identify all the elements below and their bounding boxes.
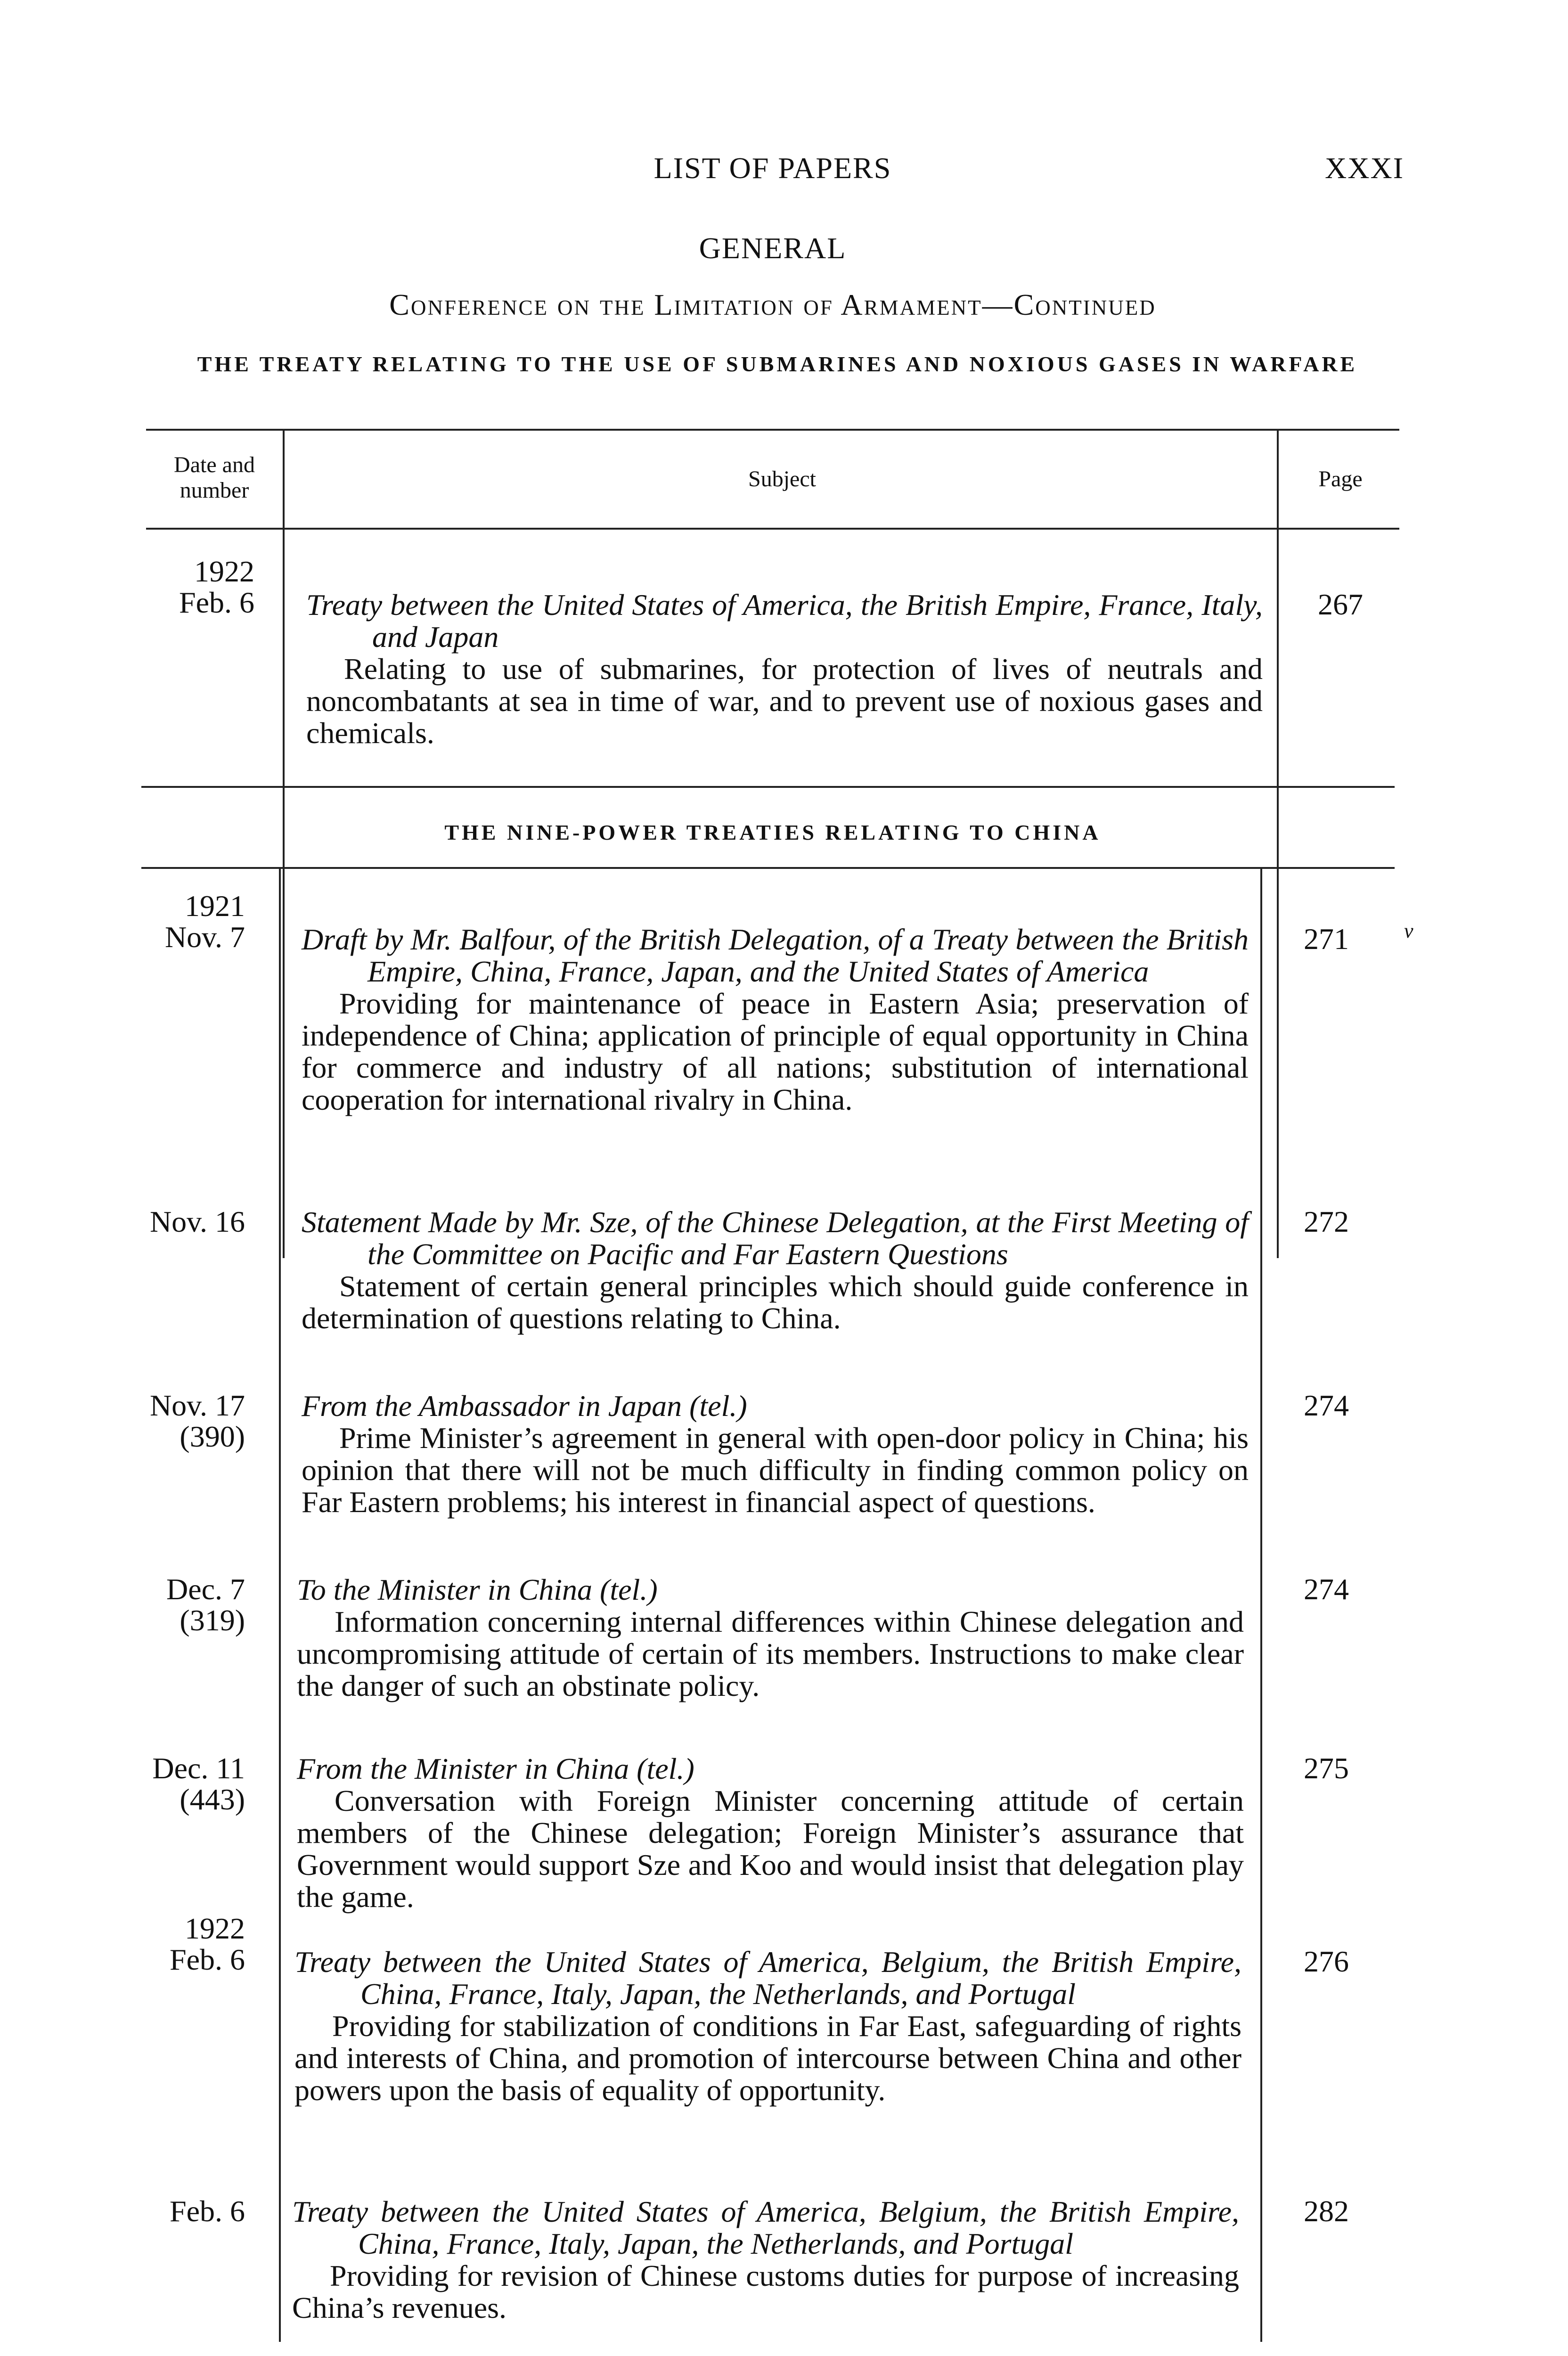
entry-date: Nov. 17 (390) xyxy=(149,1389,245,1453)
entry-description: Providing for maintenance of peace in Eastern Asia; preservation of independence of China; application of principle of equal opportunity in China for commerce and industry of all nations; substitution of international cooperation for international rivalry in China. xyxy=(302,987,1249,1116)
entry-title: Statement Made by Mr. Sze, of the Chinese Delegation, at the First Meeting of the Committee on Pacific and Far Eastern Questions xyxy=(302,1205,1249,1271)
column-header-date: Date and number xyxy=(174,452,255,503)
entry-page: 274 xyxy=(1304,1389,1349,1422)
subsection-heading: Conference on the Limitation of Armament—Continued xyxy=(389,288,1156,321)
entry-date: Dec. 11 (443) xyxy=(152,1751,245,1816)
entry-date: 1922 Feb. 6 xyxy=(179,555,254,619)
table2-divider-right xyxy=(1260,867,1262,2342)
entry-subject xyxy=(306,589,1263,749)
table2-divider-left xyxy=(279,867,281,2342)
entry-subject xyxy=(292,2196,1239,2324)
entry-date: Nov. 16 xyxy=(149,1205,245,1238)
entry-date: 1921 Nov. 7 xyxy=(164,889,245,954)
entry-title: Draft by Mr. Balfour, of the British Delegation, of a Treaty between the British Empire, China, France, Japan, and the United States of America xyxy=(302,923,1249,988)
entry-description: Conversation with Foreign Minister concerning attitude of certain members of the Chinese delegation; Foreign Minister’s assurance that Government would support Sze and Koo and would insist that delegation play the game. xyxy=(297,1784,1244,1914)
table1-bottom-rule xyxy=(141,786,1395,788)
entry-title: Treaty between the United States of America, Belgium, the British Empire, China, France, Italy, Japan, the Netherlands, and Portugal xyxy=(292,2195,1239,2260)
running-title: LIST OF PAPERS xyxy=(653,151,892,185)
margin-check-mark: v xyxy=(1404,919,1413,942)
table2-top-rule xyxy=(141,867,1395,869)
entry-title: From the Ambassador in Japan (tel.) xyxy=(302,1389,747,1423)
entry-description: Providing for revision of Chinese customs duties for purpose of increasing China’s revenues. xyxy=(292,2259,1239,2324)
entry-title: Treaty between the United States of America, Belgium, the British Empire, China, France, Italy, Japan, the Netherlands, and Portugal xyxy=(294,1945,1241,2011)
entry-title: From the Minister in China (tel.) xyxy=(297,1752,694,1785)
entry-subject xyxy=(297,1574,1244,1702)
entry-page: 276 xyxy=(1304,1945,1349,1978)
entry-description: Statement of certain general principles which should guide conference in determination of questions relating to China. xyxy=(302,1269,1249,1335)
entry-subject xyxy=(297,1753,1244,1913)
column-header-page: Page xyxy=(1318,466,1363,491)
page-number: XXXI xyxy=(1325,151,1404,185)
entry-page: 274 xyxy=(1304,1572,1349,1606)
entry-page: 272 xyxy=(1304,1205,1349,1238)
entry-subject xyxy=(302,924,1249,1116)
entry-description: Relating to use of submarines, for protection of lives of neutrals and noncombatants at sea in time of war, and to prevent use of noxious gases and chemicals. xyxy=(306,652,1263,750)
topic-heading-china: THE NINE-POWER TREATIES RELATING TO CHINA xyxy=(444,820,1101,844)
entry-page: 275 xyxy=(1304,1751,1349,1785)
table1-top-rule xyxy=(146,429,1399,431)
table1-header-rule xyxy=(146,528,1399,530)
column-header-subject: Subject xyxy=(748,466,816,491)
entry-subject xyxy=(294,1946,1241,2106)
entry-description: Information concerning internal differences within Chinese delegation and uncompromising attitude of certain of its members. Instructions to make clear the danger of such an obstinate policy. xyxy=(297,1605,1244,1702)
topic-heading-submarines: THE TREATY RELATING TO THE USE OF SUBMARINES AND NOXIOUS GASES IN WARFARE xyxy=(197,352,1358,376)
section-heading: GENERAL xyxy=(699,231,847,265)
entry-subject xyxy=(302,1390,1249,1518)
entry-date: Dec. 7 (319) xyxy=(166,1572,245,1637)
entry-page: 282 xyxy=(1304,2194,1349,2228)
entry-page: 271 xyxy=(1304,922,1349,956)
entry-date: Feb. 6 xyxy=(170,2194,245,2228)
entry-description: Prime Minister’s agreement in general with open-door policy in China; his opinion that there will not be much difficulty in finding common policy on Far Eastern problems; his interest in financial aspect of questions. xyxy=(302,1421,1249,1519)
entry-description: Providing for stabilization of conditions in Far East, safeguarding of rights and interests of China, and promotion of intercourse between China and other powers upon the basis of equality of opportunity. xyxy=(294,2009,1241,2107)
entry-page: 267 xyxy=(1318,588,1363,621)
entry-date: 1922 Feb. 6 xyxy=(170,1912,245,1976)
entry-title: To the Minister in China (tel.) xyxy=(297,1573,658,1606)
entry-subject xyxy=(302,1206,1249,1334)
entry-title: Treaty between the United States of America, the British Empire, France, Italy, and Japan xyxy=(306,588,1263,654)
